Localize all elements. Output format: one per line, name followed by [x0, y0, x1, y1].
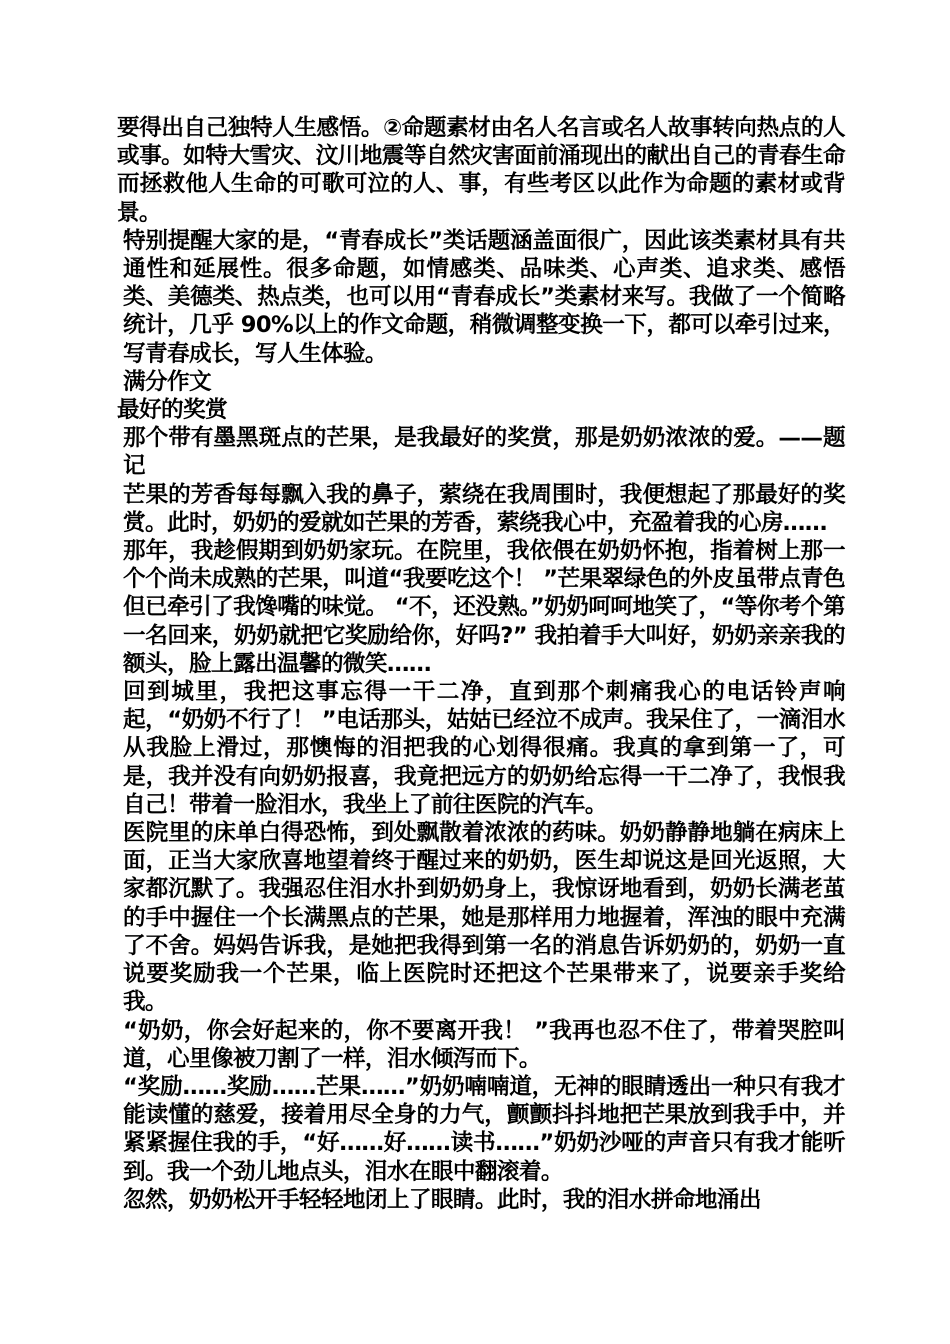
paragraph-intro-continued: 要得出自己独特人生感悟。②命题素材由名人名言或名人故事转向热点的人或事。如特大雪灾、汶川地震等自然灾害面前涌现出的献出自己的青春生命而拯救他人生命的可歌可泣的人、事，有些考区以此作为命题的素材或背景。	[117, 115, 845, 226]
essay-paragraph-1: 芒果的芳香每每飘入我的鼻子，萦绕在我周围时，我便想起了那最好的奖赏。此时，奶奶的爱就如芒果的芳香，萦绕我心中，充盈着我的心房……	[123, 481, 845, 536]
essay-title: 最好的奖赏	[117, 397, 227, 424]
document-page	[117, 114, 845, 1214]
essay-paragraph-3: 回到城里，我把这事忘得一干二净，直到那个刺痛我心的电话铃声响起，“奶奶不行了！ ”电话那头，姑姑已经泣不成声。我呆住了，一滴泪水从我脸上滑过，那懊悔的泪把我的心划得很痛。我真的拿到第一了，可是，我并没有向奶奶报喜，我竟把远方的奶奶给忘得一干二净了，我恨我自己！带着一脸泪水，我坐上了前往医院的汽车。	[123, 679, 845, 818]
essay-paragraph-7: 忽然，奶奶松开手轻轻地闭上了眼睛。此时，我的泪水拼命地涌出	[123, 1186, 761, 1213]
section-heading-full-score-essay: 满分作文	[123, 368, 211, 395]
essay-paragraph-4: 医院里的床单白得恐怖，到处飘散着浓浓的药味。奶奶静静地躺在病床上面，正当大家欣喜地望着终于醒过来的奶奶，医生却说这是回光返照，大家都沉默了。我强忍住泪水扑到奶奶身上，我惊讶地看到，奶奶长满老茧的手中握住一个长满黑点的芒果，她是那样用力地握着，浑浊的眼中充满了不舍。妈妈告诉我，是她把我得到第一名的消息告诉奶奶的，奶奶一直说要奖励我一个芒果，临上医院时还把这个芒果带来了，说要亲手奖给我。	[123, 820, 845, 1016]
essay-epigraph: 那个带有墨黑斑点的芒果，是我最好的奖赏，那是奶奶浓浓的爱。——题记	[123, 425, 845, 480]
essay-paragraph-2: 那年，我趁假期到奶奶家玩。在院里，我依偎在奶奶怀抱，指着树上那一个个尚未成熟的芒果，叫道“我要吃这个！ ”芒果翠绿色的外皮虽带点青色但已牵引了我馋嘴的味觉。 “不，还没熟。”奶奶呵呵地笑了，“等你考个第一名回来，奶奶就把它奖励给你，好吗?” 我拍着手大叫好，奶奶亲亲我的额头，脸上露出温馨的微笑……	[123, 538, 845, 677]
essay-paragraph-6: “奖励……奖励……芒果……”奶奶喃喃道，无神的眼睛透出一种只有我才能读懂的慈爱，接着用尽全身的力气，颤颤抖抖地把芒果放到我手中，并紧紧握住我的手，“好……好……读书……”奶奶沙哑的声音只有我才能听到。我一个劲儿地点头，泪水在眼中翻滚着。	[123, 1073, 845, 1185]
paragraph-special-reminder: 特别提醒大家的是，“青春成长”类话题涵盖面很广，因此该类素材具有共通性和延展性。很多命题，如情感类、品味类、心声类、追求类、感悟类、美德类、热点类，也可以用“青春成长”类素材来写。我做了一个简略统计，几乎 90%以上的作文命题，稍微调整变换一下，都可以牵引过来，写青春成长，写人生体验。	[123, 227, 845, 367]
essay-paragraph-5: “奶奶，你会好起来的，你不要离开我！ ”我再也忍不住了，带着哭腔叫道，心里像被刀割了一样，泪水倾泻而下。	[123, 1017, 845, 1072]
